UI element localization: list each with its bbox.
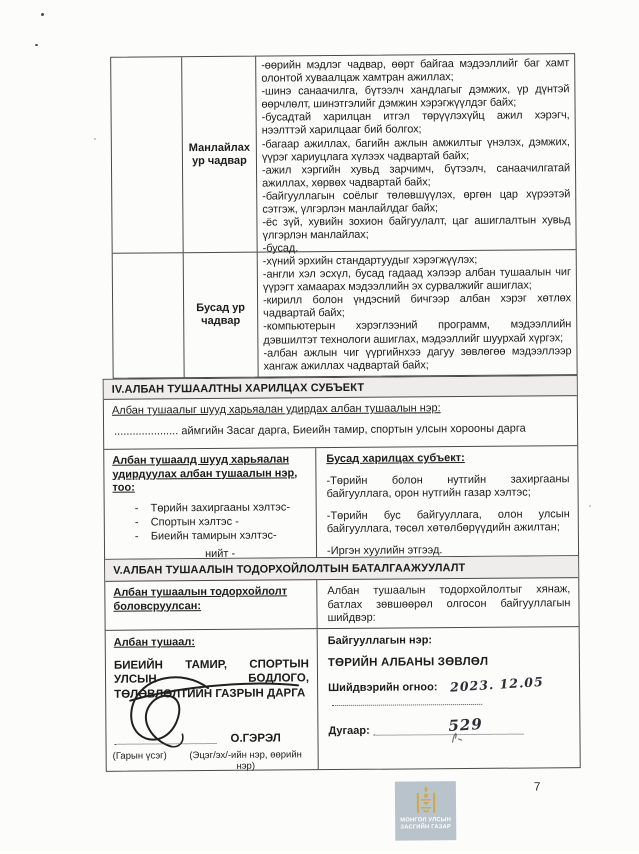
other-subjects-cell <box>316 446 578 557</box>
decision-date-handwritten: 2023. 12.05 <box>449 673 545 695</box>
subordinates-list <box>113 500 310 544</box>
org-decision-cell <box>318 627 580 769</box>
leadership-skills-label: Манлайлах ур чадвар <box>182 57 258 254</box>
signer-name: О.ГЭРЭЛ <box>230 732 281 745</box>
list-item: -бусад. <box>262 242 299 255</box>
page-number: 7 <box>533 779 541 794</box>
signer-line <box>114 731 310 746</box>
position-value: БИЕИЙН ТАМИР, СПОРТЫН УЛСЫН БОДЛОГО, ТӨЛӨВЛӨЛТИЙН ГАЗРЫН ДАРГА <box>113 657 310 701</box>
position-signature-cell <box>106 629 319 771</box>
list-item: -англи хэл эсхүл, бусад гадаад хэлээр албан тушаалын чиг үүрэгт хамаарах мэдээллийн эх сурвалжийг ашиглах; <box>262 266 571 294</box>
list-item: -компьютерын хэрэглээний программ, мэдээллийн дэвшилтэт технологи ашиглах, мэдээллийг шуурхай хүргэх; <box>263 318 572 347</box>
dotted-line <box>332 693 482 706</box>
dotted-line <box>114 732 216 745</box>
supervisor-label: Албан тушаалыг шууд харьяалан удирдах албан тушаалын нэр: <box>111 402 441 417</box>
decision-number-label: Дугаар: <box>328 724 370 738</box>
section-5-header: V.АЛБАН ТУШААЛЫН ТОДОРХОЙЛОЛТЫН БАТАЛГААЖУУЛАЛТ <box>105 556 578 582</box>
list-item: -кирилл болон үндэсний бичгээр албан хэрэг хөтлөх чадвартай байх; <box>263 292 572 320</box>
list-item: -ажил хэргийн хувьд зарчимч, бүтээлч, санаачилгатай ажиллах, хөрвөх чадвартай байх; <box>261 161 571 190</box>
list-item: -багаар ажиллах, багийн ажлын амжилтыг үнэлэх, дэмжих, үүрэг хариуцлага хүлээх чадвартай байх; <box>261 135 570 164</box>
subordinates-label: Албан тушаалд шууд харьяалан удирдуулах албан тушаалын нэр, тоо: <box>112 453 298 494</box>
list-item: - Спортын хэлтэс - <box>134 515 239 529</box>
government-logo <box>395 781 456 840</box>
section-4-header: IV.АЛБАН ТУШААЛТНЫ ХАРИЛЦАХ СУБЪЕКТ <box>104 376 577 400</box>
supervisor-value: ..................... аймгийн Засаг дарга, Биеийн тамир, спортын улсын хорооны дарга <box>114 422 526 438</box>
org-label: Байгууллагын нэр: <box>327 634 433 648</box>
list-item: -байгууллагын соёлыг төлөвшүүлэх, өргөн цар хүрээтэй сэтгэж, үлгэрлэн манлайлдаг байх; <box>262 188 571 216</box>
list-item: -Төрийн болон нутгийн захиргааны байгууллага, орон нутгийн газар хэлтэс; <box>326 472 570 501</box>
subordinates-cell <box>104 448 317 559</box>
other-skills-list <box>258 250 577 376</box>
empty-cell <box>111 57 184 254</box>
approved-label: Албан тушаалын тодорхойлолтыг хянаж, батлах зөвшөөрөл олгосон байгууллагын шийдвэр: <box>327 583 571 625</box>
list-item: -албан ажлын чиг үүргийнхээ дагуу зөвлөгөө мэдээллээр хангаж ажиллах чадвартай байх; <box>263 344 572 373</box>
decision-date-label: Шийдвэрийн огноо: <box>328 681 438 695</box>
position-label: Албан тушаал: <box>113 636 196 649</box>
decision-number-handwritten: 529 <box>447 715 484 736</box>
supervisor-block <box>104 396 577 450</box>
logo-text-line2: ЗАСГИЙН ГАЗАР <box>400 824 452 831</box>
approved-cell <box>317 578 578 628</box>
approval-detail-row <box>106 627 580 771</box>
list-item: -өөрийн мэдлэг чадвар, өөрт байгаа мэдээллийг баг хамт олонтой хуваалцаж хамтран ажиллах; <box>261 57 570 85</box>
list-item: -Төрийн бус байгууллага, олон улсын байгууллага, төсөл хөтөлбөрүүдийн ажилтан; <box>326 507 570 536</box>
list-item: -Иргэн хуулийн этгээд. <box>326 543 443 557</box>
other-skills-label: Бусад ур чадвар <box>184 253 259 378</box>
soyombo-icon <box>415 785 435 815</box>
org-value: ТӨРИЙН АЛБАНЫ ЗӨВЛӨЛ <box>327 655 489 670</box>
signature-caption-1: (Гарын үсэг) <box>112 750 167 762</box>
subordinates-total: нийт - <box>204 547 236 560</box>
list-item: -шинэ санаачилга, бүтээлч хандлагыг дэмжих, үр дүнтэй өөрчлөлт, шинэтгэлийг дэмжин хэрэгжүүлдэг байх; <box>261 83 570 111</box>
other-subjects-list <box>326 473 570 558</box>
empty-cell <box>113 253 185 378</box>
list-item: -хүний эрхийн стандартуудыг хэрэгжүүлэх; <box>262 253 478 268</box>
logo-text-line1: МОНГОЛ УЛСЫН <box>400 817 452 824</box>
pen-mark <box>446 728 464 746</box>
developed-cell <box>105 580 317 630</box>
logo-text <box>400 817 451 831</box>
sections-container <box>103 375 581 772</box>
list-item: - Төрийн захиргааны хэлтэс- <box>134 500 291 515</box>
developed-label: Албан тушаалын тодорхойлолт боловсруулсан: <box>113 585 288 613</box>
relations-row <box>104 446 578 560</box>
signature-captions <box>113 749 313 773</box>
decision-date-row <box>328 673 571 707</box>
approval-header-row <box>105 578 578 631</box>
list-item: -ёс зүй, хувийн зохион байгуулалт, цаг ашиглалтын хувьд үлгэрлэн манлайлах; <box>262 214 571 242</box>
signature-caption-2: (Эцэг/эх/-ийн нэр, өөрийн нэр) <box>189 749 302 772</box>
skills-table <box>110 53 578 379</box>
list-item: - Биеийн тамирын хэлтэс- <box>134 529 277 543</box>
list-item: -бусадтай харилцан итгэл төрүүлэхүйц ажил хэрэгч, нээлттэй харилцааг бий болгох; <box>261 109 570 138</box>
leadership-skills-list <box>256 54 576 255</box>
other-subjects-label: Бусад харилцах субъект: <box>326 452 465 466</box>
